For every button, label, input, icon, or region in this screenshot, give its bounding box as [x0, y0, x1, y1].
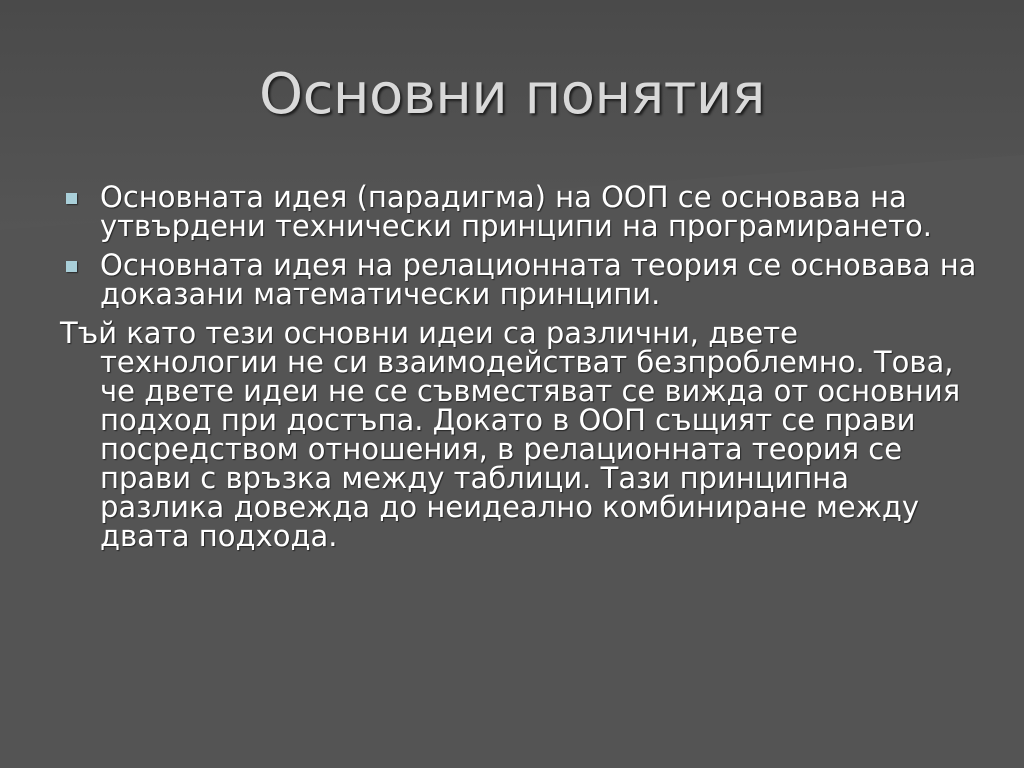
square-bullet-icon	[66, 193, 77, 204]
body-paragraph: Тъй като тези основни идеи са различни, двете технологии не си взаимодействат безпроблемно. Това, че двете идеи не се съвместяват се вижда от основния подход при достъпа. Докато в ООП същият се прави посредством отношения, в релационната теория се прави с връзка между таблици. Тази принципна разлика довежда до неидеално комбиниране между двата подхода.	[60, 316, 961, 553]
square-bullet-icon	[66, 261, 77, 272]
bullet-text: Основната идея на релационната теория се основава на доказани математически принципи.	[100, 248, 977, 311]
bullet-item	[60, 248, 980, 311]
bullet-item	[60, 180, 980, 243]
bullet-text: Основната идея (парадигма) на ООП се основава на утвърдени технически принципи на програмирането.	[100, 180, 932, 243]
slide-body	[60, 180, 980, 553]
slide-title: Основни понятия	[259, 62, 765, 127]
